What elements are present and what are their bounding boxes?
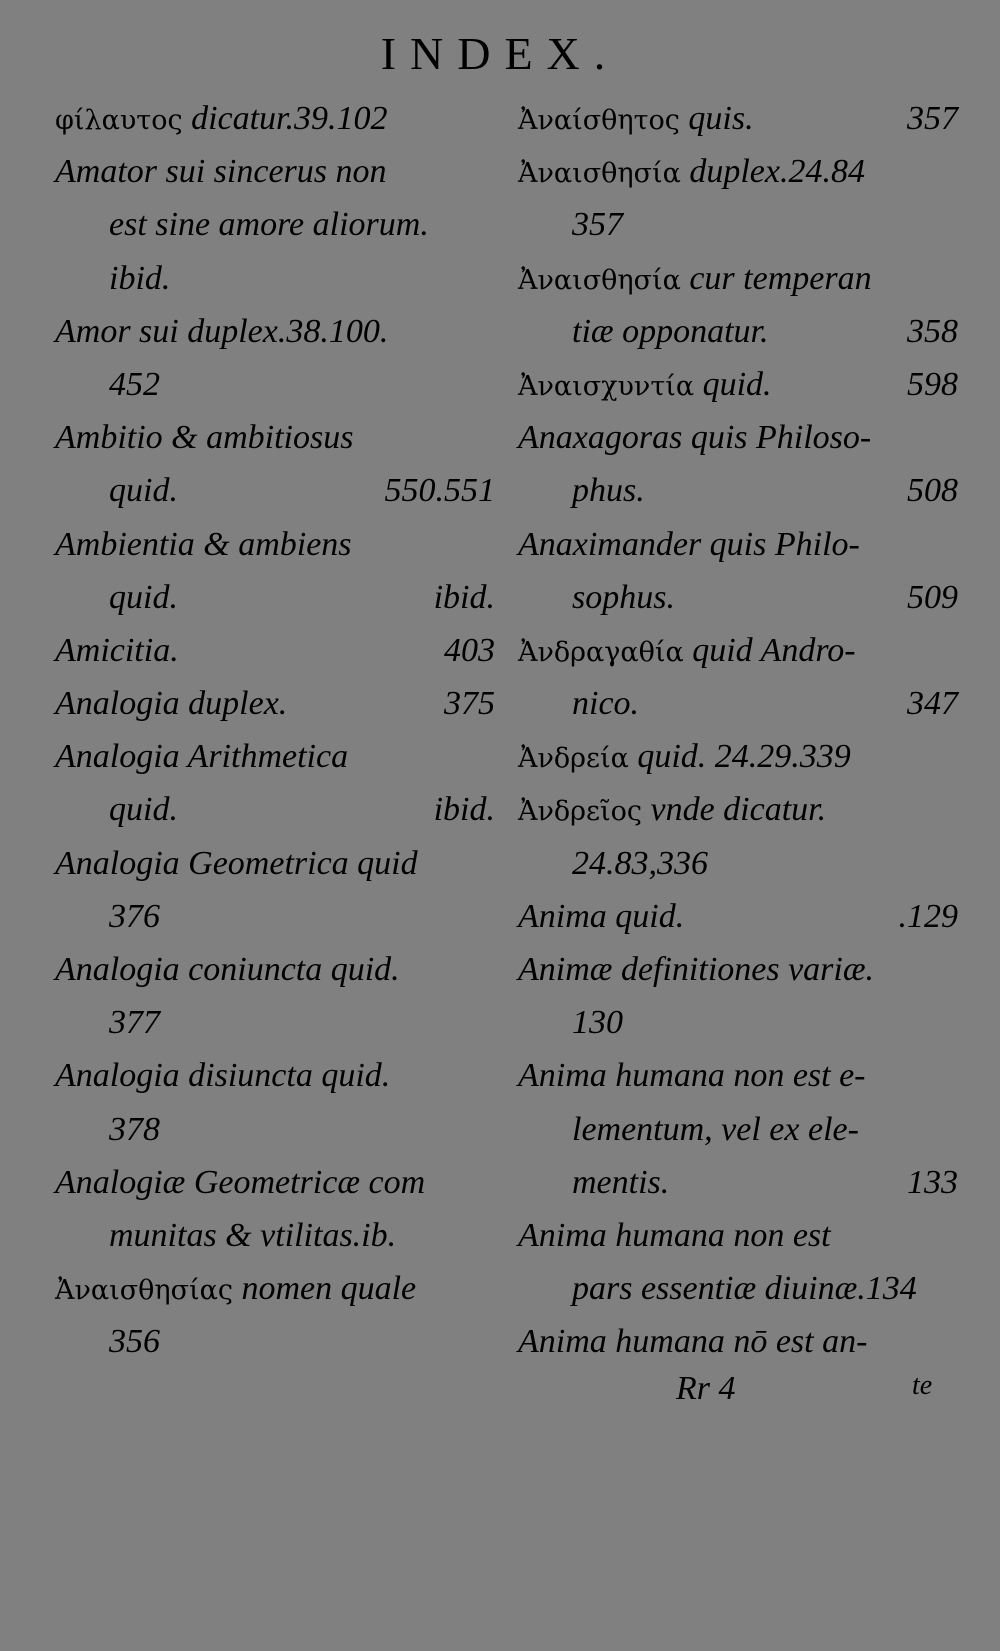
index-line [518,1049,958,1102]
index-line [55,677,495,730]
index-entry-text: est sine amore aliorum. [109,206,429,244]
index-line [518,677,958,730]
index-entry-text: 452 [109,365,160,403]
index-line [55,145,495,198]
index-entry-text: pars essentiæ diuinæ.134 [572,1270,917,1308]
index-entry-text: Amor sui duplex.38.100. [55,312,389,350]
signature-mark: Rr 4 [676,1370,736,1407]
index-entry-text: quid. [109,578,178,616]
index-line [518,518,958,571]
index-entry-text: Ἀναισθησία cur temperan [518,259,872,297]
index-entry-text: Ἀναίσθητος quis. [518,100,754,137]
index-entry-text: Ἀναισθησίας nomen quale [55,1270,417,1308]
index-entry-text: Anaxagoras quis Philoso- [518,419,872,457]
index-line [518,571,958,624]
index-entry-text: Anima humana non est e- [518,1057,866,1095]
index-entry-text: Analogia duplex. [55,685,288,723]
index-line [55,890,495,943]
index-line [55,943,495,996]
greek-headword: Ἀνδραγαθία [518,636,684,668]
index-line [518,1103,958,1156]
index-page-ref: 508 [907,472,958,510]
catchword: te [912,1370,933,1401]
greek-headword: Ἀναισθησία [518,264,681,296]
index-line [518,92,958,145]
index-line [55,1262,495,1315]
index-entry-text: φίλαυτος dicatur.39.102 [55,100,388,137]
index-page-ref: 357 [907,100,958,137]
index-line [55,92,495,145]
index-line [55,783,495,836]
index-entry-text: Analogia coniuncta quid. [55,951,400,988]
index-entry-text: Ἀναισθησία duplex.24.84 [518,153,865,191]
index-entry-text: Analogiæ Geometricæ com [55,1163,426,1201]
index-page-ref: .129 [898,897,958,935]
greek-headword: Ἀναίσθητος [518,105,680,136]
greek-headword: Ἀναισθησίας [55,1275,233,1307]
index-entry-text: phus. [572,472,645,510]
index-entry-text: Ambientia & ambiens [55,525,352,563]
index-line [518,198,958,251]
index-line [55,837,495,890]
index-line [518,783,958,836]
index-page-ref: 403 [444,631,495,669]
index-entry-text: sophus. [572,578,675,616]
index-entry-text: Anaximander quis Philo- [518,525,860,563]
index-line [518,252,958,305]
index-entry-text: mentis. [572,1163,670,1201]
index-entry-text: Analogia Arithmetica [55,738,349,776]
greek-headword: Ἀνδρεία [518,743,629,775]
index-entry-text: 376 [109,897,160,935]
index-column-left [55,92,495,1369]
index-entry-text: Ἀνδρεῖος vnde dicatur. [518,791,827,829]
index-line [55,1315,495,1368]
index-entry-text: Ambitio & ambitiosus [55,419,354,457]
index-line [518,890,958,943]
index-page-ref: ibid. [433,791,495,829]
index-line [518,411,958,464]
index-column-right [518,92,958,1369]
index-line [55,1209,495,1262]
index-line [518,358,958,411]
index-page-ref: ibid. [433,578,495,616]
greek-headword: Ἀνδρεῖος [518,796,642,828]
index-entry-text: quid. [109,472,178,510]
index-line [518,943,958,996]
index-entry-text: 357 [572,206,623,244]
index-entry-text: Anima quid. [518,897,685,935]
index-entry-text: Analogia Geometrica quid [55,844,418,882]
index-entry-text: 356 [109,1323,160,1361]
index-line [518,1315,958,1368]
index-entry-text: quid. [109,791,178,829]
index-line [518,730,958,783]
index-line [518,305,958,358]
index-line [55,996,495,1049]
index-entry-text: Ἀνδρεία quid. 24.29.339 [518,738,851,776]
index-line [518,145,958,198]
index-line [518,996,958,1049]
index-line [55,464,495,517]
index-entry-text: lementum, vel ex ele- [572,1110,859,1148]
index-line [55,252,495,305]
index-page-ref: 550.551 [384,472,495,510]
index-line [55,305,495,358]
index-entry-text: Ἀναισχυντία quid. [518,365,772,403]
greek-headword: φίλαυτος [55,105,183,136]
index-line [518,1209,958,1262]
index-entry-text: Anima humana non est [518,1216,831,1254]
greek-headword: Ἀναισθησία [518,158,681,190]
index-line [55,624,495,677]
index-page-ref: 509 [907,578,958,616]
index-line [518,837,958,890]
index-line [55,571,495,624]
index-line [55,1156,495,1209]
index-entry-text: ibid. [109,259,171,297]
index-line [55,198,495,251]
index-page-ref: 133 [907,1163,958,1201]
index-page-ref: 358 [907,312,958,350]
index-line [55,358,495,411]
index-entry-text: Anima humana nō est an- [518,1323,868,1361]
index-entry-text: 378 [109,1110,160,1148]
index-entry-text: Ἀνδραγαθία quid Andro- [518,631,856,669]
index-page-ref: 598 [907,365,958,403]
index-page-ref: 375 [444,685,495,723]
index-entry-text: 130 [572,1004,623,1042]
greek-headword: Ἀναισχυντία [518,370,695,402]
index-line [518,1156,958,1209]
index-line [55,1049,495,1102]
page-title: INDEX. [380,28,620,79]
index-entry-text: 24.83,336 [572,844,708,882]
index-line [55,518,495,571]
index-entry-text: Animæ definitiones variæ. [518,951,875,988]
index-line [518,1262,958,1315]
index-entry-text: nico. [572,685,640,723]
index-entry-text: 377 [109,1004,160,1042]
index-line [55,730,495,783]
index-entry-text: Amicitia. [55,631,179,669]
index-entry-text: munitas & vtilitas.ib. [109,1216,397,1254]
index-entry-text: Amator sui sincerus non [55,153,387,191]
index-entry-text: Analogia disiuncta quid. [55,1057,391,1095]
index-line [55,411,495,464]
index-page-ref: 347 [907,685,958,723]
index-line [518,624,958,677]
index-line [518,464,958,517]
index-entry-text: tiæ opponatur. [572,312,769,350]
index-line [55,1103,495,1156]
